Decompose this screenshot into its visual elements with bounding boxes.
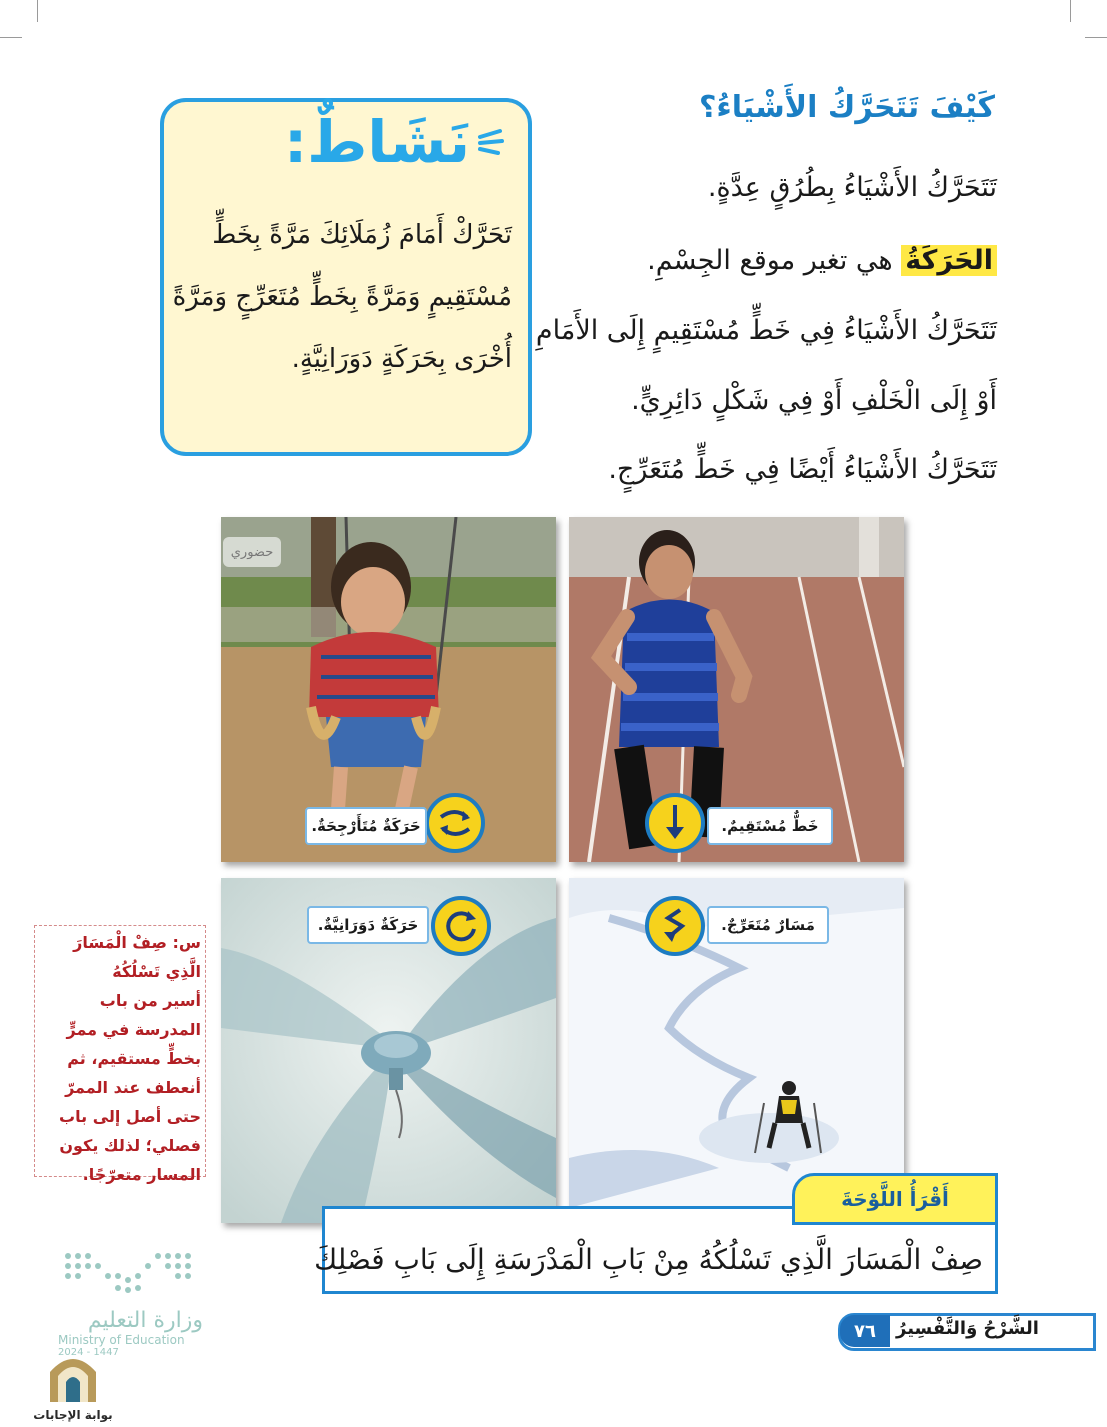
label-rotational-motion: حَرَكَةٌ دَوَرَانِيَّةٌ. bbox=[307, 906, 429, 944]
crop-mark bbox=[1085, 37, 1107, 38]
ministry-dots-icon bbox=[58, 1250, 198, 1294]
activity-line: أُخْرَى بِحَرَكَةٍ دَوَرَانِيَّةٍ. bbox=[291, 344, 512, 374]
page-title: كَيْفَ تَتَحَرَّكُ الأَشْيَاءُ؟ bbox=[699, 90, 995, 125]
down-arrow-icon bbox=[660, 803, 690, 843]
ministry-year: 2024 - 1447 bbox=[58, 1347, 119, 1358]
site-logo-text: بوابة الإجابات bbox=[33, 1408, 113, 1422]
note-answer: أسير من باب المدرسة في ممرٍّ بخطٍّ مستقيم، ثم أنعطف عند الممرّ حتى أصل إلى باب فصلي؛ لذلك يكون المسار متعرّجًا. bbox=[59, 991, 201, 1184]
zigzag-arrow-icon bbox=[660, 906, 690, 946]
crop-mark bbox=[0, 37, 22, 38]
read-panel-tag: أَقْرَأُ اللَّوْحَةَ bbox=[792, 1173, 998, 1225]
circular-arrow-icon bbox=[442, 907, 480, 945]
watermark: حضوري bbox=[223, 537, 281, 567]
page-number: ٧٦ bbox=[840, 1315, 890, 1347]
activity-title: نَشَاطٌ: bbox=[283, 108, 470, 176]
rotation-badge bbox=[431, 896, 491, 956]
swing-arrow-badge bbox=[425, 793, 485, 853]
ministry-logo bbox=[58, 1250, 203, 1358]
photo-swing bbox=[221, 517, 556, 862]
footer-section-title: الشَّرْحُ وَالتَّفْسِيرُ bbox=[896, 1318, 1039, 1339]
body-line-2 bbox=[647, 245, 997, 276]
swing-motion-icon bbox=[435, 805, 475, 841]
photo-running-boy bbox=[569, 517, 904, 862]
crop-mark bbox=[37, 0, 38, 22]
definition-term: الحَرَكَةُ bbox=[901, 245, 997, 276]
label-swing-motion: حَرَكَةٌ مُتَأَرْجِحَةٌ. bbox=[305, 807, 427, 845]
straight-arrow-badge bbox=[645, 793, 705, 853]
speech-lines-icon bbox=[476, 127, 506, 157]
ministry-english: Ministry of Education bbox=[58, 1333, 185, 1347]
label-straight-line: خَطٌّ مُسْتَقِيمٌ. bbox=[707, 807, 833, 845]
activity-header bbox=[284, 108, 506, 176]
photo-skier bbox=[569, 878, 904, 1208]
photo-ceiling-fan bbox=[221, 878, 556, 1223]
read-panel-text: صِفْ الْمَسَارَ الَّذِي تَسْلُكُهُ مِنْ بَابِ الْمَدْرَسَةِ إِلَى بَابِ فَصْلِكَ bbox=[314, 1243, 983, 1276]
body-line-1: تَتَحَرَّكُ الأَشْيَاءُ بِطُرُقٍ عِدَّةٍ. bbox=[707, 172, 997, 203]
answer-note bbox=[34, 925, 206, 1184]
site-logo bbox=[28, 1352, 118, 1422]
body-line-5: تَتَحَرَّكُ الأَشْيَاءُ أَيْضًا فِي خَطٍّ مُتَعَرِّجٍ. bbox=[608, 454, 997, 485]
activity-box bbox=[160, 98, 532, 456]
body-line-4: أَوْ إِلَى الْخَلْفِ أَوْ فِي شَكْلٍ دَائِرِيٍّ. bbox=[631, 385, 997, 416]
activity-line: تَحَرَّكْ أَمَامَ زُمَلَائِكَ مَرَّةً بِخَطٍّ bbox=[212, 220, 512, 250]
mosque-door-icon bbox=[46, 1352, 100, 1404]
zigzag-badge bbox=[645, 896, 705, 956]
definition-text: هي تغير موقع الجِسْمِ. bbox=[647, 245, 893, 276]
note-question: س: صِفْ الْمَسَارَ الَّذِي تَسْلُكُهُ bbox=[73, 933, 201, 981]
crop-mark bbox=[1070, 0, 1071, 22]
ministry-arabic: وزارة التعليم bbox=[87, 1308, 203, 1333]
activity-text bbox=[172, 204, 512, 390]
body-line-3: تَتَحَرَّكُ الأَشْيَاءُ فِي خَطٍّ مُسْتَقِيمٍ إِلَى الأَمَامِ bbox=[535, 315, 997, 346]
label-zigzag-path: مَسَارٌ مُتَعَرِّجٌ. bbox=[707, 906, 829, 944]
activity-line: مُسْتَقِيمٍ وَمَرَّةً بِخَطٍّ مُتَعَرِّجٍ وَمَرَّةً bbox=[172, 282, 512, 312]
